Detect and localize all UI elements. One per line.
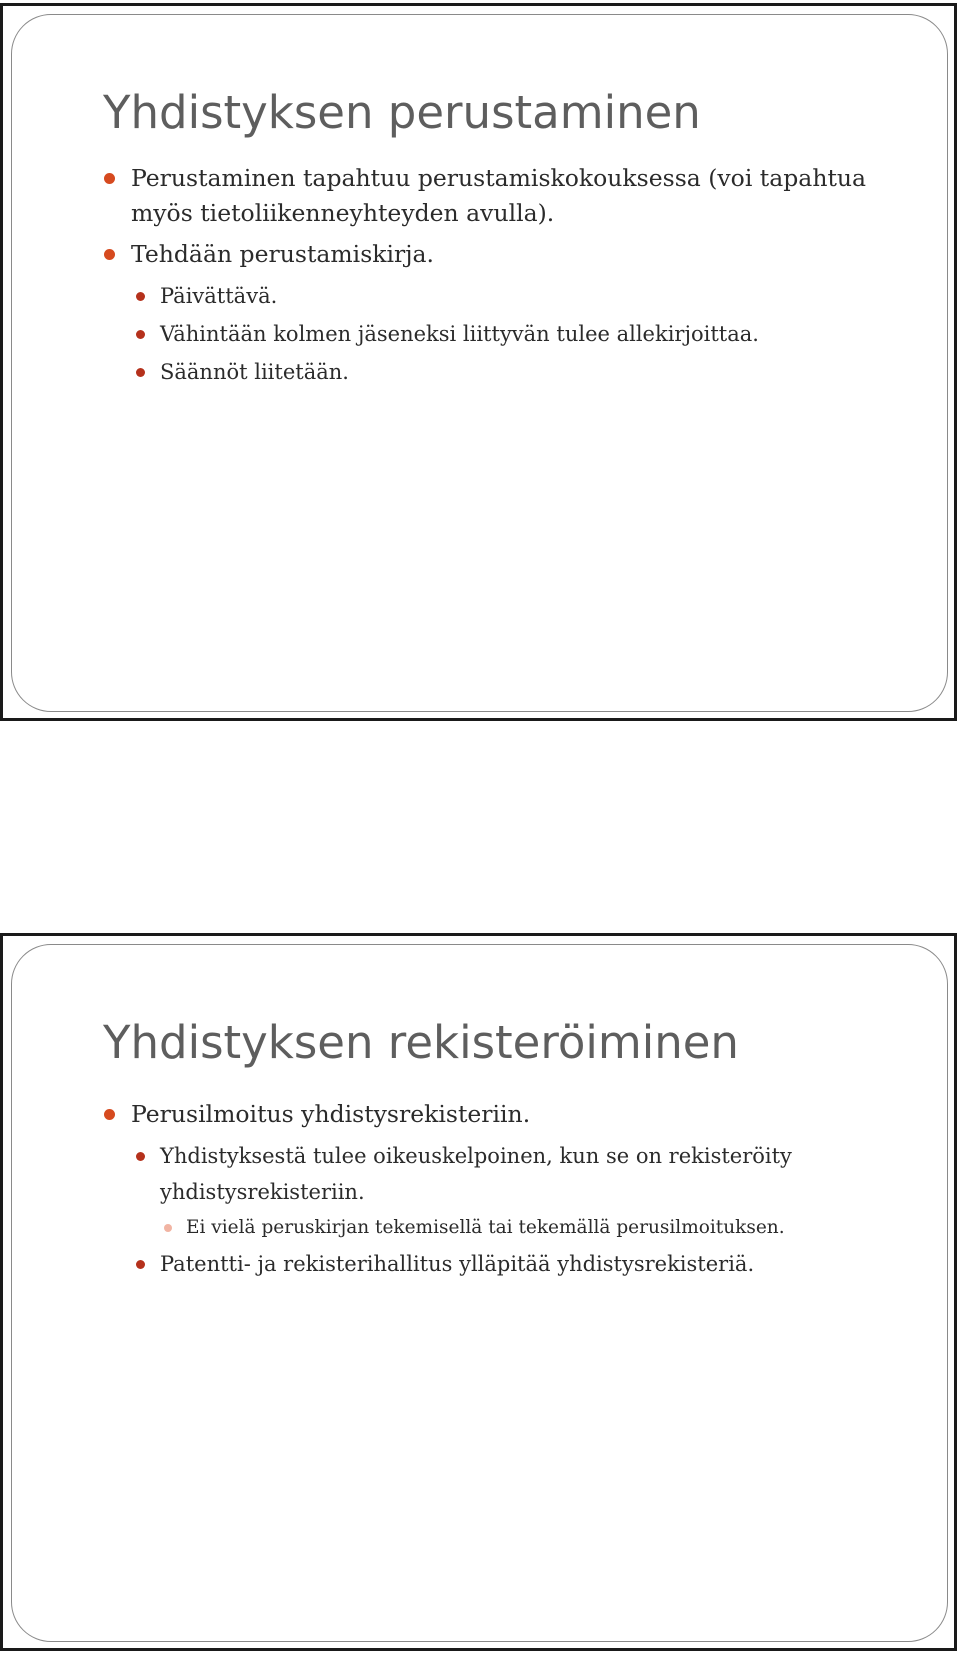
slide-1-title: Yhdistyksen perustaminen <box>103 86 701 139</box>
bullet-text: Patentti- ja rekisterihallitus ylläpitää yhdistysrekisteriä. <box>160 1252 755 1276</box>
slide-2 <box>0 933 957 1651</box>
bullet-text: Ei vielä peruskirjan tekemisellä tai tekemällä perusilmoituksen. <box>186 1217 785 1238</box>
sub-bullet-item <box>3 278 954 314</box>
bullet-dot-icon <box>104 249 115 260</box>
bullet-item <box>3 1097 954 1132</box>
sub-bullet-item <box>3 354 954 390</box>
bullet-dot-icon <box>136 1152 145 1161</box>
bullet-text: Säännöt liitetään. <box>160 360 349 384</box>
bullet-dot-icon <box>104 1109 115 1120</box>
bullet-dot-icon <box>136 330 145 339</box>
slide-1 <box>0 3 957 721</box>
sub-bullet-item <box>3 1138 954 1210</box>
bullet-text: Perusilmoitus yhdistysrekisteriin. <box>131 1100 531 1128</box>
bullet-item <box>3 237 954 272</box>
bullet-text: Perustaminen tapahtuu perustamiskokouksessa (voi tapahtua myös tietoliikenneyhteyden avulla). <box>131 164 867 227</box>
bullet-dot-icon <box>136 368 145 377</box>
sub-bullet-item <box>3 1246 954 1282</box>
sub-bullet-item <box>3 316 954 352</box>
bullet-text: Päivättävä. <box>160 284 278 308</box>
bullet-item <box>3 161 954 231</box>
sub-sub-bullet-item <box>3 1212 954 1244</box>
bullet-text: Yhdistyksestä tulee oikeuskelpoinen, kun se on rekisteröity yhdistysrekisteriin. <box>160 1144 792 1204</box>
bullet-dot-icon <box>104 173 115 184</box>
bullet-dot-icon <box>136 1260 145 1269</box>
bullet-dot-icon <box>136 292 145 301</box>
slide-1-bullet-list <box>3 161 954 392</box>
bullet-dot-icon <box>164 1224 172 1232</box>
bullet-text: Vähintään kolmen jäseneksi liittyvän tulee allekirjoittaa. <box>160 322 759 346</box>
slide-2-bullet-list <box>3 1097 954 1284</box>
slide-2-title: Yhdistyksen rekisteröiminen <box>103 1016 739 1069</box>
bullet-text: Tehdään perustamiskirja. <box>131 240 435 268</box>
